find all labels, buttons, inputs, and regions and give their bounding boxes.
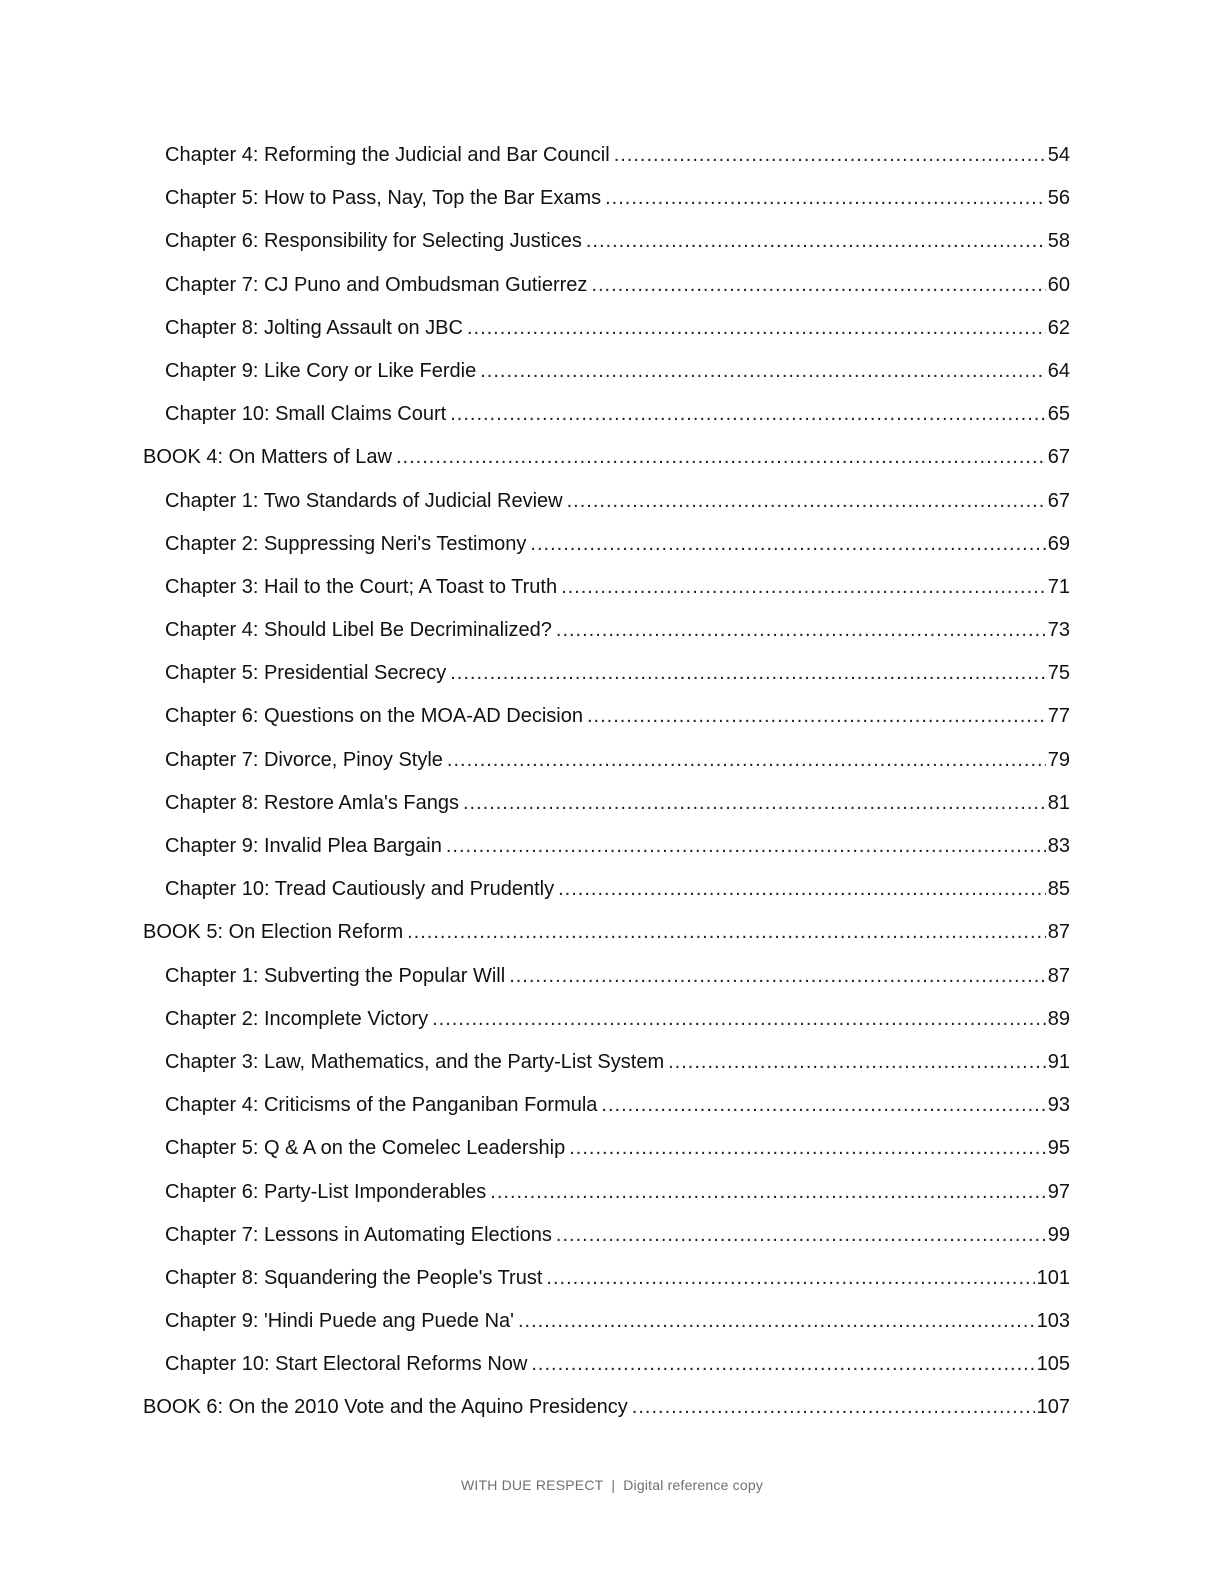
toc-entry-title: Chapter 4: Criticisms of the Panganiban Formula (165, 1094, 598, 1117)
toc-entry-page-number: 87 (1047, 921, 1070, 944)
footer-note: Digital reference copy (623, 1477, 764, 1493)
toc-entry-title: Chapter 5: Presidential Secrecy (165, 662, 447, 685)
dot-leader (509, 955, 1046, 998)
toc-entry-title: Chapter 6: Questions on the MOA-AD Decision (165, 705, 583, 728)
dot-leader (396, 436, 1046, 479)
toc-chapter-entry[interactable] (143, 220, 1070, 263)
toc-entry-page-number: 99 (1047, 1223, 1070, 1246)
dot-leader (556, 1214, 1046, 1257)
dot-leader (614, 134, 1046, 177)
toc-entry-page-number: 93 (1047, 1094, 1070, 1117)
toc-chapter-entry[interactable] (143, 1127, 1070, 1170)
toc-entry-page-number: 81 (1047, 791, 1070, 814)
toc-entry-page-number: 62 (1047, 316, 1070, 339)
toc-entry-title: BOOK 6: On the 2010 Vote and the Aquino Presidency (143, 1396, 628, 1419)
toc-chapter-entry[interactable] (143, 1171, 1070, 1214)
dot-leader (587, 695, 1046, 738)
toc-chapter-entry[interactable] (143, 350, 1070, 393)
dot-leader (605, 177, 1046, 220)
toc-entry-title: Chapter 5: How to Pass, Nay, Top the Bar Exams (165, 187, 602, 210)
dot-leader (450, 393, 1046, 436)
toc-chapter-entry[interactable] (143, 609, 1070, 652)
toc-entry-page-number: 75 (1047, 662, 1070, 685)
table-of-contents (143, 134, 1070, 1430)
toc-entry-page-number: 64 (1047, 359, 1070, 382)
dot-leader (463, 782, 1046, 825)
dot-leader (518, 1300, 1035, 1343)
dot-leader (556, 609, 1046, 652)
toc-entry-title: Chapter 3: Hail to the Court; A Toast to Truth (165, 575, 558, 598)
toc-chapter-entry[interactable] (143, 1300, 1070, 1343)
toc-entry-page-number: 91 (1047, 1050, 1070, 1073)
dot-leader (467, 307, 1046, 350)
dot-leader (586, 220, 1046, 263)
toc-entry-title: Chapter 2: Incomplete Victory (165, 1007, 429, 1030)
toc-chapter-entry[interactable] (143, 134, 1070, 177)
toc-entry-title: Chapter 8: Jolting Assault on JBC (165, 316, 463, 339)
dot-leader (561, 566, 1046, 609)
dot-leader (591, 264, 1045, 307)
toc-entry-page-number: 101 (1036, 1266, 1070, 1289)
toc-entry-title: Chapter 1: Subverting the Popular Will (165, 964, 506, 987)
toc-entry-title: Chapter 8: Restore Amla's Fangs (165, 791, 459, 814)
toc-chapter-entry[interactable] (143, 1214, 1070, 1257)
dot-leader (490, 1171, 1045, 1214)
toc-entry-title: Chapter 10: Small Claims Court (165, 403, 447, 426)
toc-entry-page-number: 56 (1047, 187, 1070, 210)
toc-entry-title: BOOK 5: On Election Reform (143, 921, 404, 944)
toc-entry-page-number: 67 (1047, 489, 1070, 512)
toc-chapter-entry[interactable] (143, 782, 1070, 825)
toc-entry-title: Chapter 4: Reforming the Judicial and Bar Council (165, 144, 610, 166)
toc-entry-title: Chapter 1: Two Standards of Judicial Review (165, 489, 563, 512)
toc-entry-title: Chapter 10: Tread Cautiously and Prudently (165, 878, 555, 901)
dot-leader (558, 868, 1046, 911)
toc-chapter-entry[interactable] (143, 1041, 1070, 1084)
toc-entry-page-number: 77 (1047, 705, 1070, 728)
toc-entry-title: BOOK 4: On Matters of Law (143, 446, 392, 469)
toc-chapter-entry[interactable] (143, 868, 1070, 911)
toc-chapter-entry[interactable] (143, 393, 1070, 436)
toc-entry-title: Chapter 4: Should Libel Be Decriminalized? (165, 619, 552, 642)
toc-entry-page-number: 85 (1047, 878, 1070, 901)
toc-entry-title: Chapter 5: Q & A on the Comelec Leadership (165, 1137, 566, 1160)
dot-leader (632, 1386, 1035, 1429)
toc-entry-page-number: 67 (1047, 446, 1070, 469)
dot-leader (668, 1041, 1046, 1084)
dot-leader (530, 523, 1045, 566)
footer-book-title: WITH DUE RESPECT (460, 1477, 604, 1493)
toc-entry-title: Chapter 9: Like Cory or Like Ferdie (165, 359, 477, 382)
toc-chapter-entry[interactable] (143, 695, 1070, 738)
toc-entry-title: Chapter 3: Law, Mathematics, and the Party-List System (165, 1050, 665, 1073)
toc-chapter-entry[interactable] (143, 177, 1070, 220)
toc-entry-title: Chapter 9: Invalid Plea Bargain (165, 835, 442, 857)
dot-leader (447, 739, 1046, 782)
dot-leader (432, 998, 1046, 1041)
toc-chapter-entry[interactable] (143, 523, 1070, 566)
dot-leader (446, 825, 1046, 868)
toc-entry-page-number: 97 (1047, 1180, 1070, 1203)
toc-entry-title: Chapter 2: Suppressing Neri's Testimony (165, 532, 527, 555)
dot-leader (546, 1257, 1034, 1300)
toc-entry-page-number: 79 (1047, 748, 1070, 771)
toc-entry-title: Chapter 7: Divorce, Pinoy Style (165, 748, 443, 771)
toc-entry-page-number: 73 (1047, 619, 1070, 642)
toc-entry-page-number: 87 (1047, 964, 1070, 987)
toc-entry-title: Chapter 6: Responsibility for Selecting Justices (165, 230, 582, 253)
toc-book-entry[interactable] (143, 911, 1070, 954)
dot-leader (601, 1084, 1045, 1127)
toc-entry-title: Chapter 7: Lessons in Automating Elections (165, 1223, 552, 1246)
dot-leader (480, 350, 1046, 393)
dot-leader (450, 652, 1046, 695)
toc-entry-page-number: 107 (1036, 1396, 1070, 1419)
toc-entry-page-number: 95 (1047, 1137, 1070, 1160)
toc-chapter-entry[interactable] (143, 998, 1070, 1041)
toc-chapter-entry[interactable] (143, 566, 1070, 609)
dot-leader (407, 911, 1046, 954)
toc-chapter-entry[interactable] (143, 825, 1070, 868)
toc-entry-page-number: 103 (1036, 1310, 1070, 1333)
toc-chapter-entry[interactable] (143, 1343, 1070, 1386)
toc-entry-page-number: 65 (1047, 403, 1070, 426)
toc-entry-page-number: 54 (1047, 144, 1070, 166)
toc-entry-title: Chapter 8: Squandering the People's Trust (165, 1266, 543, 1289)
toc-entry-page-number: 83 (1047, 835, 1070, 857)
toc-entry-page-number: 69 (1047, 532, 1070, 555)
toc-book-entry[interactable] (143, 1386, 1070, 1429)
dot-leader (569, 1127, 1046, 1170)
toc-entry-title: Chapter 9: 'Hindi Puede ang Puede Na' (165, 1310, 514, 1333)
page-footer (0, 1477, 1224, 1493)
toc-chapter-entry[interactable] (143, 1084, 1070, 1127)
toc-chapter-entry[interactable] (143, 480, 1070, 523)
toc-chapter-entry[interactable] (143, 307, 1070, 350)
toc-book-entry[interactable] (143, 436, 1070, 479)
toc-entry-page-number: 71 (1047, 575, 1070, 598)
toc-entry-page-number: 105 (1036, 1353, 1070, 1376)
toc-chapter-entry[interactable] (143, 652, 1070, 695)
toc-entry-title: Chapter 6: Party-List Imponderables (165, 1180, 487, 1203)
toc-entry-page-number: 89 (1047, 1007, 1070, 1030)
toc-entry-title: Chapter 10: Start Electoral Reforms Now (165, 1353, 528, 1376)
toc-entry-page-number: 60 (1047, 273, 1070, 296)
toc-entry-page-number: 58 (1047, 230, 1070, 253)
toc-chapter-entry[interactable] (143, 955, 1070, 998)
toc-chapter-entry[interactable] (143, 1257, 1070, 1300)
toc-chapter-entry[interactable] (143, 739, 1070, 782)
dot-leader (531, 1343, 1034, 1386)
toc-chapter-entry[interactable] (143, 264, 1070, 307)
dot-leader (567, 480, 1046, 523)
footer-separator: | (611, 1477, 616, 1493)
toc-entry-title: Chapter 7: CJ Puno and Ombudsman Gutierrez (165, 273, 588, 296)
